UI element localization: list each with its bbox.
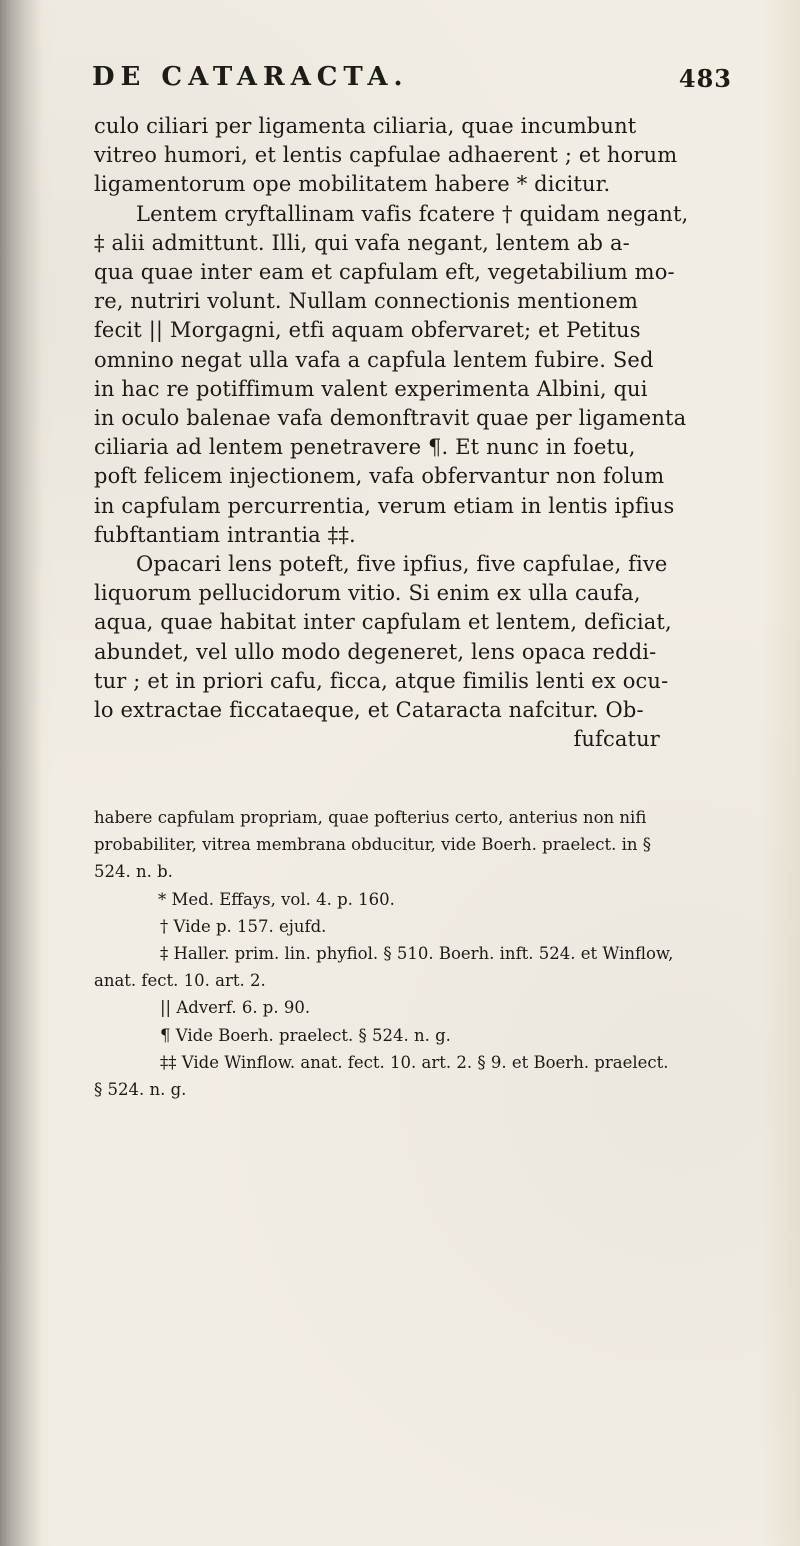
footnote-line: ¶ Vide Boerh. praelect. § 524. n. g. <box>160 1025 451 1045</box>
footnote-line: || Adverf. 6. p. 90. <box>160 998 311 1018</box>
text-line: vitreo humori, et lentis capfulae adhaerent ; et horum <box>94 143 678 168</box>
text-line: omnino negat ulla vafa a capfula lentem fubire. Sed <box>94 347 654 372</box>
text-line: in capfulam percurrentia, verum etiam in lentis ipfius <box>94 493 675 518</box>
catchword: fufcatur <box>573 727 660 752</box>
footnotes-block <box>94 804 734 1103</box>
text-line: Lentem cryftallinam vafis fcatere † quidam negant, <box>136 201 689 226</box>
text-line: in hac re potiffimum valent experimenta Albini, qui <box>94 376 648 401</box>
text-line: lo extractae ficcataeque, et Cataracta nafcitur. Ob- <box>94 698 644 723</box>
text-line: liquorum pellucidorum vitio. Si enim ex ulla caufa, <box>94 581 641 606</box>
text-line: Opacari lens poteft, five ipfius, five capfulae, five <box>136 552 668 577</box>
footnote-line: anat. fect. 10. art. 2. <box>94 971 266 991</box>
footnote-line: 524. n. b. <box>94 862 173 882</box>
page-number: 483 <box>678 64 732 93</box>
footnote-line: § 524. n. g. <box>94 1080 187 1100</box>
text-line: poft felicem injectionem, vafa obfervantur non folum <box>94 464 665 489</box>
text-line: abundet, vel ullo modo degeneret, lens opaca reddi- <box>94 639 657 664</box>
footnote-line: ‡ Haller. prim. lin. phyfiol. § 510. Boerh. inft. 524. et Winflow, <box>160 944 674 964</box>
text-line: fubftantiam intrantia ‡‡. <box>94 522 356 547</box>
text-line: fecit || Morgagni, etfi aquam obfervaret; et Petitus <box>94 318 641 343</box>
footnote-line: probabiliter, vitrea membrana obducitur, vide Boerh. praelect. in § <box>94 835 652 855</box>
footnote-line: † Vide p. 157. ejufd. <box>160 916 327 936</box>
text-line: re, nutriri volunt. Nullam connectionis mentionem <box>94 289 639 314</box>
footnote-line: * Med. Effays, vol. 4. p. 160. <box>158 889 395 909</box>
text-line: ligamentorum ope mobilitatem habere * dicitur. <box>94 172 611 197</box>
text-line: aqua, quae habitat inter capfulam et lentem, deficiat, <box>94 610 672 635</box>
text-line: ciliaria ad lentem penetravere ¶. Et nunc in foetu, <box>94 435 636 460</box>
main-text-block <box>94 112 734 754</box>
running-title: DE CATARACTA. <box>92 62 409 92</box>
footnote-line: habere capfulam propriam, quae pofterius certo, anterius non nifi <box>94 808 647 827</box>
running-header <box>92 62 732 102</box>
binding-shadow <box>0 0 42 1546</box>
text-line: culo ciliari per ligamenta ciliaria, quae incumbunt <box>94 114 637 138</box>
footnote-line: ‡‡ Vide Winflow. anat. fect. 10. art. 2. § 9. et Boerh. praelect. <box>160 1052 669 1072</box>
text-line: ‡ alii admittunt. Illi, qui vafa negant, lentem ab a- <box>94 230 630 255</box>
text-line: tur ; et in priori cafu, ficca, atque fimilis lenti ex ocu- <box>94 668 669 693</box>
text-line: in oculo balenae vafa demonftravit quae per ligamenta <box>94 406 687 431</box>
text-line: qua quae inter eam et capfulam eft, vegetabilium mo- <box>94 260 675 285</box>
